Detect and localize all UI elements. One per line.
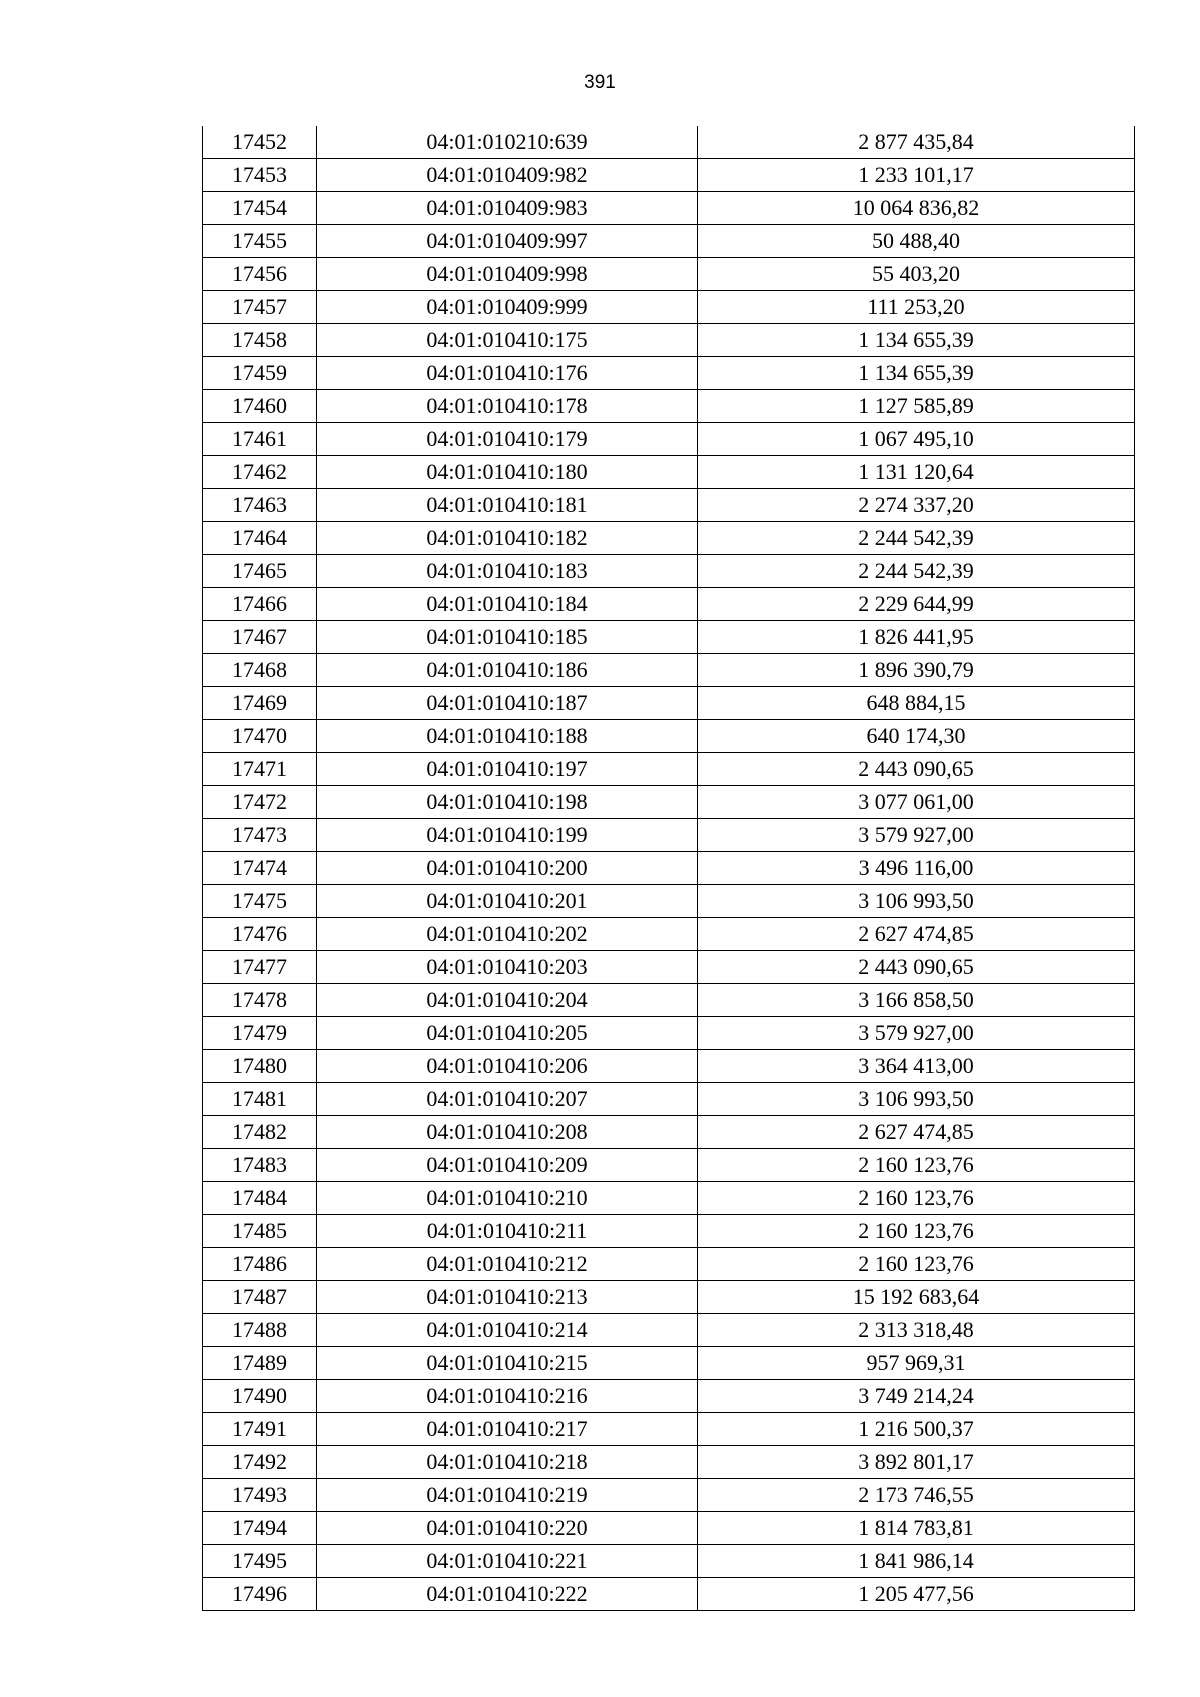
- table-row: [203, 1281, 1135, 1314]
- row-number-cell: 17486: [203, 1248, 317, 1281]
- cadastral-number-cell: 04:01:010410:221: [317, 1545, 698, 1578]
- cadastral-value-cell: 1 131 120,64: [698, 456, 1135, 489]
- cadastral-number-cell: 04:01:010410:211: [317, 1215, 698, 1248]
- table-row: [203, 456, 1135, 489]
- cadastral-value-cell: 2 173 746,55: [698, 1479, 1135, 1512]
- table-row: [203, 126, 1135, 159]
- row-number-cell: 17481: [203, 1083, 317, 1116]
- table-row: [203, 753, 1135, 786]
- cadastral-value-cell: 2 443 090,65: [698, 951, 1135, 984]
- cadastral-number-cell: 04:01:010410:204: [317, 984, 698, 1017]
- cadastral-number-cell: 04:01:010410:200: [317, 852, 698, 885]
- cadastral-number-cell: 04:01:010210:639: [317, 126, 698, 159]
- cadastral-number-cell: 04:01:010410:202: [317, 918, 698, 951]
- table-row: [203, 984, 1135, 1017]
- row-number-cell: 17472: [203, 786, 317, 819]
- table-row: [203, 192, 1135, 225]
- row-number-cell: 17494: [203, 1512, 317, 1545]
- table-row: [203, 1413, 1135, 1446]
- cadastral-number-cell: 04:01:010410:212: [317, 1248, 698, 1281]
- cadastral-value-cell: 2 160 123,76: [698, 1149, 1135, 1182]
- cadastral-number-cell: 04:01:010410:188: [317, 720, 698, 753]
- cadastral-value-cell: 1 134 655,39: [698, 324, 1135, 357]
- cadastral-number-cell: 04:01:010410:185: [317, 621, 698, 654]
- row-number-cell: 17469: [203, 687, 317, 720]
- table-row: [203, 1248, 1135, 1281]
- row-number-cell: 17493: [203, 1479, 317, 1512]
- cadastral-number-cell: 04:01:010410:199: [317, 819, 698, 852]
- table-row: [203, 291, 1135, 324]
- row-number-cell: 17483: [203, 1149, 317, 1182]
- table-row: [203, 1380, 1135, 1413]
- row-number-cell: 17462: [203, 456, 317, 489]
- cadastral-number-cell: 04:01:010410:197: [317, 753, 698, 786]
- table-row: [203, 885, 1135, 918]
- table-row: [203, 489, 1135, 522]
- row-number-cell: 17480: [203, 1050, 317, 1083]
- cadastral-value-cell: 2 229 644,99: [698, 588, 1135, 621]
- row-number-cell: 17492: [203, 1446, 317, 1479]
- cadastral-value-cell: 1 814 783,81: [698, 1512, 1135, 1545]
- table-row: [203, 258, 1135, 291]
- cadastral-value-cell: 2 627 474,85: [698, 918, 1135, 951]
- cadastral-value-cell: 2 443 090,65: [698, 753, 1135, 786]
- table-row: [203, 1578, 1135, 1611]
- table-row: [203, 1083, 1135, 1116]
- row-number-cell: 17461: [203, 423, 317, 456]
- cadastral-number-cell: 04:01:010409:983: [317, 192, 698, 225]
- row-number-cell: 17473: [203, 819, 317, 852]
- row-number-cell: 17487: [203, 1281, 317, 1314]
- cadastral-value-cell: 3 496 116,00: [698, 852, 1135, 885]
- row-number-cell: 17454: [203, 192, 317, 225]
- cadastral-value-cell: 1 067 495,10: [698, 423, 1135, 456]
- cadastral-number-cell: 04:01:010410:201: [317, 885, 698, 918]
- row-number-cell: 17457: [203, 291, 317, 324]
- row-number-cell: 17452: [203, 126, 317, 159]
- cadastral-value-cell: 1 826 441,95: [698, 621, 1135, 654]
- cadastral-number-cell: 04:01:010409:998: [317, 258, 698, 291]
- cadastral-number-cell: 04:01:010410:181: [317, 489, 698, 522]
- cadastral-number-cell: 04:01:010410:178: [317, 390, 698, 423]
- cadastral-value-cell: 2 274 337,20: [698, 489, 1135, 522]
- table-row: [203, 1215, 1135, 1248]
- cadastral-value-cell: 2 244 542,39: [698, 555, 1135, 588]
- cadastral-number-cell: 04:01:010410:217: [317, 1413, 698, 1446]
- cadastral-value-cell: 648 884,15: [698, 687, 1135, 720]
- cadastral-value-cell: 3 166 858,50: [698, 984, 1135, 1017]
- cadastral-value-cell: 2 160 123,76: [698, 1182, 1135, 1215]
- cadastral-value-cell: 1 841 986,14: [698, 1545, 1135, 1578]
- row-number-cell: 17475: [203, 885, 317, 918]
- cadastral-number-cell: 04:01:010410:176: [317, 357, 698, 390]
- row-number-cell: 17460: [203, 390, 317, 423]
- table-row: [203, 423, 1135, 456]
- cadastral-value-cell: 15 192 683,64: [698, 1281, 1135, 1314]
- cadastral-number-cell: 04:01:010410:187: [317, 687, 698, 720]
- row-number-cell: 17459: [203, 357, 317, 390]
- cadastral-number-cell: 04:01:010410:215: [317, 1347, 698, 1380]
- row-number-cell: 17467: [203, 621, 317, 654]
- cadastral-number-cell: 04:01:010410:220: [317, 1512, 698, 1545]
- cadastral-value-cell: 3 749 214,24: [698, 1380, 1135, 1413]
- row-number-cell: 17488: [203, 1314, 317, 1347]
- table-row: [203, 852, 1135, 885]
- row-number-cell: 17453: [203, 159, 317, 192]
- row-number-cell: 17496: [203, 1578, 317, 1611]
- table-row: [203, 555, 1135, 588]
- cadastral-number-cell: 04:01:010410:205: [317, 1017, 698, 1050]
- cadastral-number-cell: 04:01:010409:982: [317, 159, 698, 192]
- cadastral-number-cell: 04:01:010410:214: [317, 1314, 698, 1347]
- cadastral-number-cell: 04:01:010409:999: [317, 291, 698, 324]
- table-row: [203, 390, 1135, 423]
- cadastral-value-table-container: [202, 126, 1134, 1611]
- cadastral-value-cell: 2 313 318,48: [698, 1314, 1135, 1347]
- cadastral-value-cell: 1 205 477,56: [698, 1578, 1135, 1611]
- cadastral-value-cell: 3 579 927,00: [698, 1017, 1135, 1050]
- table-body: [203, 126, 1135, 1611]
- table-row: [203, 357, 1135, 390]
- table-row: [203, 1116, 1135, 1149]
- row-number-cell: 17490: [203, 1380, 317, 1413]
- table-row: [203, 159, 1135, 192]
- cadastral-number-cell: 04:01:010410:203: [317, 951, 698, 984]
- cadastral-value-cell: 640 174,30: [698, 720, 1135, 753]
- cadastral-number-cell: 04:01:010410:207: [317, 1083, 698, 1116]
- row-number-cell: 17464: [203, 522, 317, 555]
- row-number-cell: 17466: [203, 588, 317, 621]
- cadastral-value-cell: 2 877 435,84: [698, 126, 1135, 159]
- row-number-cell: 17470: [203, 720, 317, 753]
- row-number-cell: 17495: [203, 1545, 317, 1578]
- cadastral-number-cell: 04:01:010410:186: [317, 654, 698, 687]
- row-number-cell: 17468: [203, 654, 317, 687]
- table-row: [203, 1446, 1135, 1479]
- row-number-cell: 17476: [203, 918, 317, 951]
- table-row: [203, 1149, 1135, 1182]
- table-row: [203, 1182, 1135, 1215]
- row-number-cell: 17477: [203, 951, 317, 984]
- row-number-cell: 17471: [203, 753, 317, 786]
- cadastral-value-cell: 1 233 101,17: [698, 159, 1135, 192]
- cadastral-value-cell: 10 064 836,82: [698, 192, 1135, 225]
- table-row: [203, 621, 1135, 654]
- row-number-cell: 17491: [203, 1413, 317, 1446]
- row-number-cell: 17489: [203, 1347, 317, 1380]
- cadastral-number-cell: 04:01:010410:180: [317, 456, 698, 489]
- row-number-cell: 17455: [203, 225, 317, 258]
- table-row: [203, 1512, 1135, 1545]
- row-number-cell: 17484: [203, 1182, 317, 1215]
- cadastral-value-cell: 2 627 474,85: [698, 1116, 1135, 1149]
- cadastral-number-cell: 04:01:010409:997: [317, 225, 698, 258]
- cadastral-number-cell: 04:01:010410:198: [317, 786, 698, 819]
- cadastral-number-cell: 04:01:010410:175: [317, 324, 698, 357]
- cadastral-number-cell: 04:01:010410:216: [317, 1380, 698, 1413]
- table-row: [203, 522, 1135, 555]
- cadastral-value-cell: 1 216 500,37: [698, 1413, 1135, 1446]
- cadastral-value-cell: 1 896 390,79: [698, 654, 1135, 687]
- row-number-cell: 17482: [203, 1116, 317, 1149]
- cadastral-value-cell: 3 892 801,17: [698, 1446, 1135, 1479]
- cadastral-number-cell: 04:01:010410:222: [317, 1578, 698, 1611]
- cadastral-value-cell: 3 579 927,00: [698, 819, 1135, 852]
- cadastral-value-cell: 50 488,40: [698, 225, 1135, 258]
- row-number-cell: 17465: [203, 555, 317, 588]
- cadastral-value-cell: 2 244 542,39: [698, 522, 1135, 555]
- cadastral-value-cell: 111 253,20: [698, 291, 1135, 324]
- table-row: [203, 786, 1135, 819]
- cadastral-value-cell: 1 127 585,89: [698, 390, 1135, 423]
- cadastral-number-cell: 04:01:010410:218: [317, 1446, 698, 1479]
- table-row: [203, 1347, 1135, 1380]
- cadastral-value-cell: 957 969,31: [698, 1347, 1135, 1380]
- row-number-cell: 17458: [203, 324, 317, 357]
- table-row: [203, 687, 1135, 720]
- cadastral-value-cell: 2 160 123,76: [698, 1248, 1135, 1281]
- cadastral-number-cell: 04:01:010410:208: [317, 1116, 698, 1149]
- cadastral-number-cell: 04:01:010410:183: [317, 555, 698, 588]
- row-number-cell: 17485: [203, 1215, 317, 1248]
- cadastral-value-cell: 55 403,20: [698, 258, 1135, 291]
- row-number-cell: 17479: [203, 1017, 317, 1050]
- table-row: [203, 1050, 1135, 1083]
- table-row: [203, 225, 1135, 258]
- table-row: [203, 654, 1135, 687]
- table-row: [203, 1479, 1135, 1512]
- table-row: [203, 951, 1135, 984]
- cadastral-number-cell: 04:01:010410:210: [317, 1182, 698, 1215]
- table-row: [203, 588, 1135, 621]
- row-number-cell: 17474: [203, 852, 317, 885]
- table-row: [203, 1545, 1135, 1578]
- table-row: [203, 819, 1135, 852]
- row-number-cell: 17478: [203, 984, 317, 1017]
- cadastral-number-cell: 04:01:010410:182: [317, 522, 698, 555]
- table-row: [203, 324, 1135, 357]
- page-number: 391: [584, 72, 616, 93]
- cadastral-number-cell: 04:01:010410:209: [317, 1149, 698, 1182]
- cadastral-number-cell: 04:01:010410:179: [317, 423, 698, 456]
- table-row: [203, 720, 1135, 753]
- cadastral-number-cell: 04:01:010410:213: [317, 1281, 698, 1314]
- cadastral-value-cell: 3 106 993,50: [698, 885, 1135, 918]
- row-number-cell: 17456: [203, 258, 317, 291]
- table-row: [203, 1314, 1135, 1347]
- table-row: [203, 1017, 1135, 1050]
- row-number-cell: 17463: [203, 489, 317, 522]
- cadastral-number-cell: 04:01:010410:219: [317, 1479, 698, 1512]
- cadastral-value-cell: 1 134 655,39: [698, 357, 1135, 390]
- cadastral-value-cell: 2 160 123,76: [698, 1215, 1135, 1248]
- cadastral-number-cell: 04:01:010410:206: [317, 1050, 698, 1083]
- table-row: [203, 918, 1135, 951]
- cadastral-value-cell: 3 106 993,50: [698, 1083, 1135, 1116]
- cadastral-value-cell: 3 364 413,00: [698, 1050, 1135, 1083]
- cadastral-value-table: [202, 126, 1135, 1611]
- cadastral-number-cell: 04:01:010410:184: [317, 588, 698, 621]
- cadastral-value-cell: 3 077 061,00: [698, 786, 1135, 819]
